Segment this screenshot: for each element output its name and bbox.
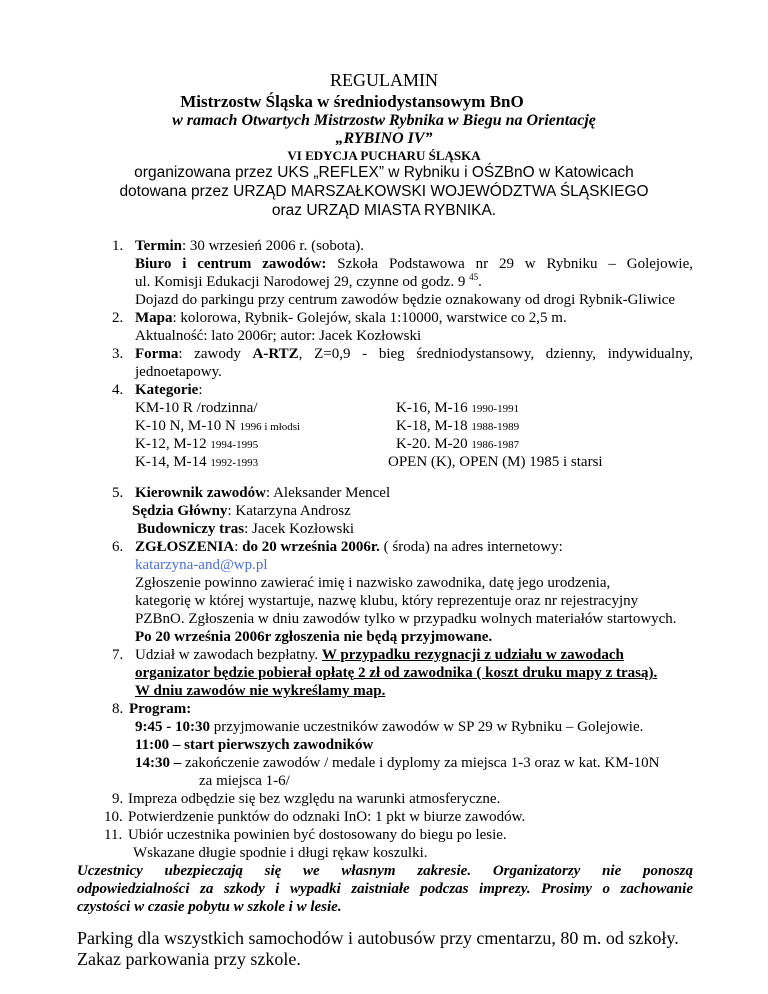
udzial-fee: organizator będzie pobierał opłatę 2 zł od zawodnika ( koszt druku mapy z trasą). [135,665,658,681]
termin-value: : 30 wrzesień 2006 r. (sobota). [181,238,364,254]
zgloszenia-text: PZBnO. Zgłoszenia w dniu zawodów tylko w przypadku wolnych materiałów startowych. [135,611,677,627]
program-entry: 14:30 – zakończenie zawodów / medale i dyplomy za miejsca 1-3 oraz w kat. KM-10N [135,755,660,771]
item-number: 11. [104,827,123,843]
zgloszenia-text: Zgłoszenie powinno zawierać imię i nazwisko zawodnika, datę jego urodzenia, [135,575,611,591]
disclaimer-text: czystości w czasie pobytu w szkole i w lesie. [77,899,342,915]
biuro-text: Szkoła Podstawowa nr 29 w Rybniku – Golejowie, [326,256,693,272]
item-number: 7. [112,647,124,663]
item-number: 2. [112,310,124,326]
championship-heading: Mistrzostw Śląska w średniodystansowym BnO [180,92,524,111]
parking-info: Parking dla wszystkich samochodów i autobusów przy cmentarzu, 80 m. od szkoły. [77,928,679,948]
forma-label: Forma [135,346,179,362]
ino-points-line: Potwierdzenie punktów do odznaki InO: 1 pkt w biurze zawodów. [128,809,526,825]
item-number: 9. [112,791,124,807]
biuro-address: ul. Komisji Edukacji Narodowej 29, czynne od godz. 9 $^{45}$. [135,272,482,290]
sedzia-line: Sędzia Główny: Katarzyna Androsz [132,503,351,519]
aktualnosc-line: Aktualność: lato 2006r; autor: Jacek Kozłowski [135,328,422,344]
parking-restriction: Zakaz parkowania przy szkole. [77,949,301,969]
zgloszenia-text: kategorię w której wystartuje, nazwę klubu, który reprezentuje oraz nr rejestracyjny [135,593,639,609]
zgloszenia-deadline: Po 20 września 2006r zgłoszenia nie będą przyjmowane. [135,629,493,645]
biuro-line [135,255,693,273]
program-entry: 11:00 – start pierwszych zawodników [135,737,374,753]
disclaimer-text: odpowiedzialności za szkody i wypadki zaistniałe podczas imprezy. Prosimy o zachowanie [77,881,693,897]
weather-line: Impreza odbędzie się bez względu na warunki atmosferyczne. [128,791,501,807]
clothing-line: Ubiór uczestnika powinien być dostosowany do biegu po lesie. [128,827,507,843]
event-name: „RYBINO IV” [335,130,433,147]
category-row: K-20. M-20 1986-1987 [396,436,520,452]
clothing-recommendation: Wskazane długie spodnie i długi rękaw koszulki. [133,845,428,861]
funding-line: dotowana przez URZĄD MARSZAŁKOWSKI WOJEWÓDZTWA ŚLĄSKIEGO [119,183,649,200]
forma-line: Forma: zawody A-RTZ, Z=0,9 - bieg średniodystansowy, dzienny, indywidualny, [135,346,693,362]
category-row: K-16, M-16 1990-1991 [396,400,520,416]
framework-heading: w ramach Otwartych Mistrzostw Rybnika w Biegu na Orientację [172,112,596,129]
budowniczy-line: Budowniczy tras: Jacek Kozłowski [137,521,355,537]
kierownik-line: Kierownik zawodów: Aleksander Mencel [135,485,391,501]
document-title: REGULAMIN [330,70,438,90]
email-link[interactable]: katarzyna-and@wp.pl [135,557,268,573]
mapa-line: Mapa: kolorowa, Rybnik- Golejów, skala 1:10000, warstwice co 2,5 m. [135,310,567,326]
item-number: 4. [112,382,124,398]
city-line: oraz URZĄD MIASTA RYBNIKA. [271,202,497,219]
item-number: 5. [112,485,124,501]
category-row: K-18, M-18 1988-1989 [396,418,520,434]
program-entry: 9:45 - 10:30 przyjmowanie uczestników zawodów w SP 29 w Rybniku – Golejowie. [135,719,644,735]
disclaimer-text: Uczestnicy ubezpieczają się we własnym zakresie. Organizatorzy nie ponoszą [77,863,693,879]
termin-line [135,237,364,255]
item-number: 3. [112,346,124,362]
termin-label: Termin [135,238,182,254]
udzial-line: Udział w zawodach bezpłatny. W przypadku rezygnacji z udziału w zawodach [135,647,624,663]
item-number: 6. [112,539,124,555]
item-number: 8. [112,701,124,717]
mapa-label: Mapa [135,310,173,326]
zgloszenia-line: ZGŁOSZENIA: do 20 września 2006r. ( środa) na adres internetowy: [135,539,563,555]
item-number: 10. [104,809,123,825]
category-row: KM-10 R /rodzinna/ [135,400,258,416]
forma-continuation: jednoetapowy. [135,364,222,380]
category-row: K-10 N, M-10 N 1996 i młodsi [135,418,301,434]
organizer-line: organizowana przez UKS „REFLEX” w Rybniku i OŚZBnO w Katowicach [134,164,634,181]
item-number: 1. [112,238,124,254]
program-continuation: za miejsca 1-6/ [199,773,290,789]
opening-minutes: 45 [469,272,479,282]
category-row: K-12, M-12 1994-1995 [135,436,259,452]
dojazd-line: Dojazd do parkingu przy centrum zawodów będzie oznakowany od drogi Rybnik-Gliwice [135,292,676,308]
cup-edition: VI EDYCJA PUCHARU ŚLĄSKA [287,148,481,163]
program-heading: Program: [129,701,192,717]
category-row: K-14, M-14 1992-1993 [135,454,259,470]
kategorie-heading: Kategorie: [135,382,203,398]
biuro-label: Biuro i centrum zawodów: [135,256,327,272]
udzial-notice: W dniu zawodów nie wykreślamy map. [135,683,386,699]
category-row: OPEN (K), OPEN (M) 1985 i starsi [388,454,603,470]
